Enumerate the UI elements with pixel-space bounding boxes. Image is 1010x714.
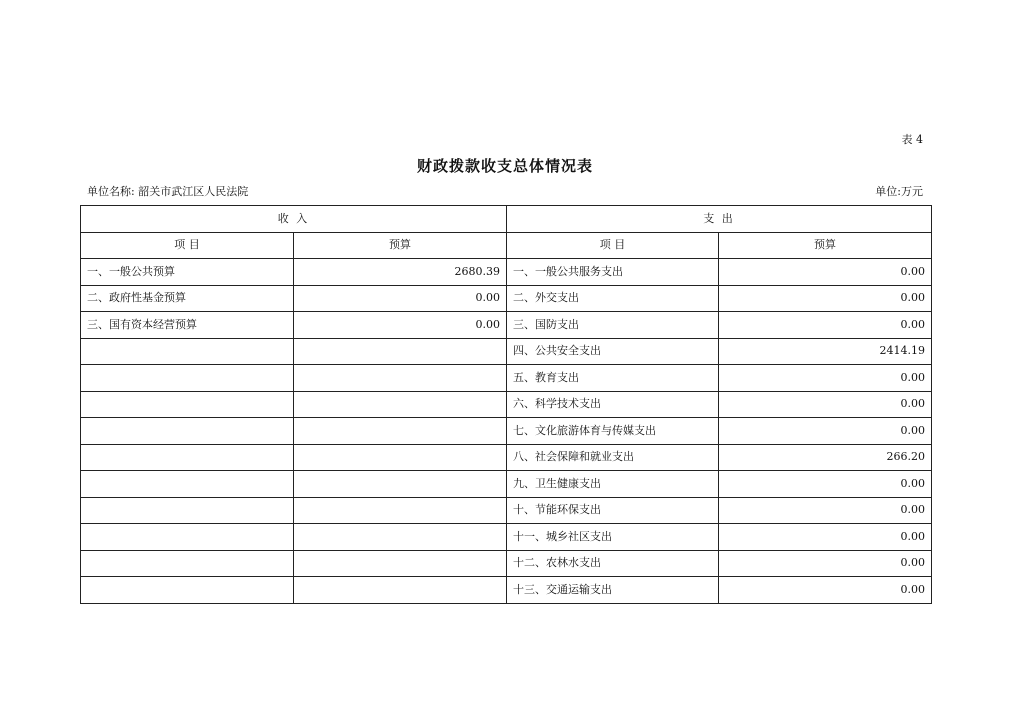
expense-section-header: 支 出 [507,206,932,233]
expense-budget-cell: 266.20 [719,444,932,471]
table-row [81,285,932,312]
document-title: 财政拨款收支总体情况表 [416,157,593,175]
table-row [81,365,932,392]
table-row [81,444,932,471]
expense-item-cell: 十二、农林水支出 [507,550,719,577]
expense-budget-cell: 2414.19 [719,338,932,365]
expense-item-cell: 一、一般公共服务支出 [507,259,719,286]
table-row [81,418,932,445]
income-budget-cell [294,444,507,471]
expense-item-cell: 七、文化旅游体育与传媒支出 [507,418,719,445]
unit-currency: 单位:万元 [875,185,923,198]
income-item-cell [81,577,294,604]
expense-budget-cell: 0.00 [719,312,932,339]
expense-budget-cell: 0.00 [719,550,932,577]
income-budget-cell: 2680.39 [294,259,507,286]
income-section-header: 收 入 [81,206,507,233]
table-row [81,471,932,498]
table-row [81,338,932,365]
income-item-cell [81,365,294,392]
income-budget-cell [294,365,507,392]
expense-item-cell: 八、社会保障和就业支出 [507,444,719,471]
expense-item-cell: 四、公共安全支出 [507,338,719,365]
column-header-row [81,232,932,259]
income-item-cell [81,444,294,471]
income-item-cell [81,391,294,418]
income-item-column-header: 项 目 [81,232,294,259]
budget-table-body [81,206,932,604]
table-row [81,259,932,286]
expense-budget-cell: 0.00 [719,497,932,524]
income-budget-cell [294,524,507,551]
expense-budget-cell: 0.00 [719,524,932,551]
expense-budget-cell: 0.00 [719,418,932,445]
table-row [81,391,932,418]
income-budget-cell [294,338,507,365]
expense-item-cell: 十一、城乡社区支出 [507,524,719,551]
table-number: 表 4 [901,133,923,146]
section-header-row [81,206,932,233]
income-item-cell [81,471,294,498]
expense-budget-cell: 0.00 [719,577,932,604]
income-budget-cell: 0.00 [294,285,507,312]
expense-item-cell: 六、科学技术支出 [507,391,719,418]
income-item-cell: 三、国有资本经营预算 [81,312,294,339]
expense-item-cell: 五、教育支出 [507,365,719,392]
table-row [81,497,932,524]
expense-budget-cell: 0.00 [719,285,932,312]
income-budget-cell [294,577,507,604]
expense-item-cell: 三、国防支出 [507,312,719,339]
unit-name: 单位名称: 韶关市武江区人民法院 [87,185,249,198]
income-budget-column-header: 预算 [294,232,507,259]
expense-budget-cell: 0.00 [719,391,932,418]
income-item-cell [81,338,294,365]
income-item-cell [81,497,294,524]
income-budget-cell: 0.00 [294,312,507,339]
budget-table [80,205,932,604]
expense-item-cell: 二、外交支出 [507,285,719,312]
expense-item-cell: 九、卫生健康支出 [507,471,719,498]
income-item-cell: 二、政府性基金预算 [81,285,294,312]
expense-budget-cell: 0.00 [719,365,932,392]
income-item-cell [81,418,294,445]
expense-budget-cell: 0.00 [719,471,932,498]
expense-budget-column-header: 预算 [719,232,932,259]
income-budget-cell [294,471,507,498]
income-item-cell [81,550,294,577]
income-item-cell [81,524,294,551]
income-budget-cell [294,418,507,445]
income-budget-cell [294,497,507,524]
income-budget-cell [294,550,507,577]
table-row [81,524,932,551]
expense-item-cell: 十、节能环保支出 [507,497,719,524]
expense-budget-cell: 0.00 [719,259,932,286]
table-row [81,550,932,577]
income-item-cell: 一、一般公共预算 [81,259,294,286]
income-budget-cell [294,391,507,418]
table-row [81,577,932,604]
expense-item-column-header: 项 目 [507,232,719,259]
expense-item-cell: 十三、交通运输支出 [507,577,719,604]
table-row [81,312,932,339]
